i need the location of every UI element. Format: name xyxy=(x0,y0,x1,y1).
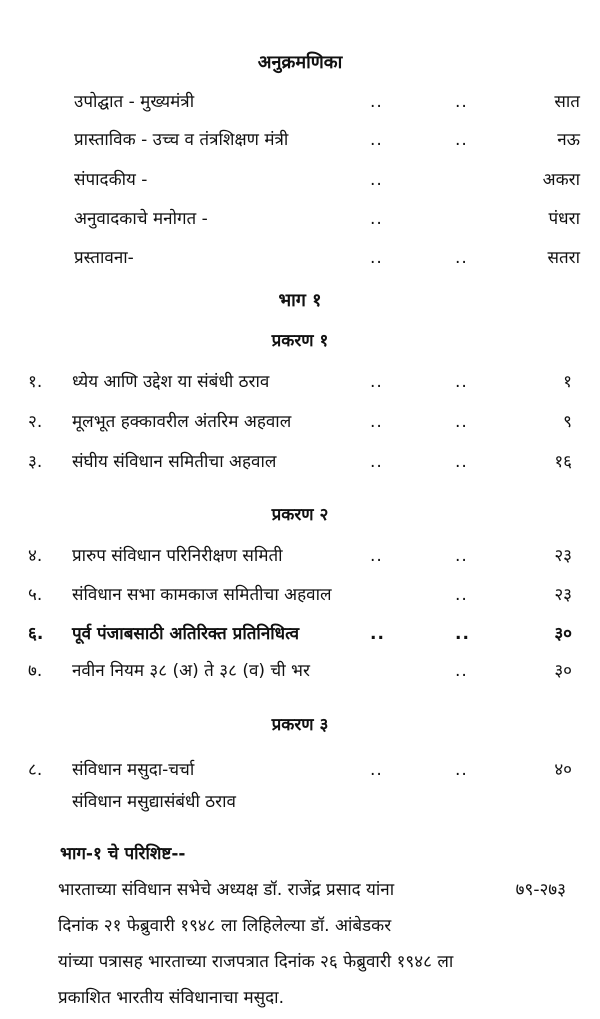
page-number: पंधरा xyxy=(548,209,580,229)
leader-dots: .. xyxy=(370,452,383,472)
toc-entry xyxy=(0,620,600,648)
appendix-line xyxy=(58,944,598,980)
toc-entry xyxy=(0,448,600,476)
leader-dots: .. xyxy=(455,585,468,605)
page-number: ३० xyxy=(554,624,572,644)
leader-dots: .. xyxy=(370,546,383,566)
toc-entry xyxy=(0,657,600,685)
entry-label: उपोद्घात - मुख्यमंत्री xyxy=(74,92,195,112)
appendix-line-text: प्रकाशित भारतीय संविधानाचा मसुदा. xyxy=(58,988,284,1008)
entry-number: ८. xyxy=(28,760,43,780)
chapter-heading: प्रकरण १ xyxy=(271,331,329,351)
page-number: १ xyxy=(563,372,572,392)
entry-label: अनुवादकाचे मनोगत - xyxy=(74,209,208,229)
toc-entry xyxy=(0,788,600,816)
leader-dots: .. xyxy=(370,92,383,112)
page-number: ९ xyxy=(563,412,572,432)
appendix-line-text: भारताच्या संविधान सभेचे अध्यक्ष डॉ. राजेंद्र प्रसाद यांना xyxy=(58,880,395,900)
appendix-line xyxy=(58,872,598,908)
page-number: ३० xyxy=(554,661,572,681)
page-number: नऊ xyxy=(557,130,580,150)
entry-label: मूलभूत हक्कावरील अंतरिम अहवाल xyxy=(72,412,292,432)
entry-number: ७. xyxy=(28,661,43,681)
leader-dots: .. xyxy=(370,130,383,150)
entry-label: नवीन नियम ३८ (अ) ते ३८ (व) ची भर xyxy=(72,661,310,681)
leader-dots: .. xyxy=(370,412,383,432)
leader-dots: .. xyxy=(455,130,468,150)
entry-label: प्रास्ताविक - उच्च व तंत्रशिक्षण मंत्री xyxy=(74,130,289,150)
toc-entry xyxy=(0,581,600,609)
entry-label: प्रारुप संविधान परिनिरीक्षण समिती xyxy=(72,546,283,566)
page-number: ४० xyxy=(554,760,572,780)
part-heading: भाग १ xyxy=(278,290,322,311)
appendix-line xyxy=(58,908,598,944)
leader-dots: .. xyxy=(455,372,468,392)
toc-intro-entry xyxy=(0,244,600,272)
appendix-line-text: यांच्या पत्रासह भारताच्या राजपत्रात दिनांक २६ फेब्रुवारी १९४८ ला xyxy=(58,952,454,972)
appendix-paragraph xyxy=(58,872,598,1016)
page-number: २३ xyxy=(554,585,572,605)
leader-dots: .. xyxy=(370,372,383,392)
leader-dots: .. xyxy=(370,170,383,190)
page-range: ७९-२७३ xyxy=(515,880,566,900)
leader-dots: .. xyxy=(455,624,470,644)
entry-number: ६. xyxy=(28,624,44,644)
entry-number: ५. xyxy=(28,585,43,605)
appendix-heading xyxy=(0,840,600,868)
toc-title: अनुक्रमणिका xyxy=(257,52,343,73)
entry-number: १. xyxy=(28,372,43,392)
leader-dots: .. xyxy=(455,452,468,472)
entry-label: संविधान सभा कामकाज समितीचा अहवाल xyxy=(72,585,332,605)
entry-label: पूर्व पंजाबसाठी अतिरिक्त प्रतिनिधित्व xyxy=(72,624,300,644)
page-number: सतरा xyxy=(547,248,580,268)
page-number: २३ xyxy=(554,546,572,566)
toc-intro-entry xyxy=(0,166,600,194)
chapter-heading: प्रकरण ३ xyxy=(271,715,329,735)
toc-entry xyxy=(0,408,600,436)
leader-dots: .. xyxy=(455,248,468,268)
toc-entry xyxy=(0,756,600,784)
page-number: सात xyxy=(554,92,580,112)
leader-dots: .. xyxy=(370,248,383,268)
toc-intro-entry xyxy=(0,126,600,154)
entry-label: संविधान मसुदा-चर्चा xyxy=(72,760,195,780)
appendix-heading-text: भाग-१ चे परिशिष्ट-- xyxy=(60,844,186,864)
entry-label: प्रस्तावना- xyxy=(74,248,134,268)
entry-number: २. xyxy=(28,412,43,432)
entry-label: संविधान मसुद्यासंबंधी ठराव xyxy=(72,792,236,812)
leader-dots: .. xyxy=(455,760,468,780)
appendix-line xyxy=(58,980,598,1016)
leader-dots: .. xyxy=(455,546,468,566)
toc-intro-entry xyxy=(0,88,600,116)
entry-number: ४. xyxy=(28,546,43,566)
leader-dots: .. xyxy=(455,92,468,112)
leader-dots: .. xyxy=(455,412,468,432)
leader-dots: .. xyxy=(455,661,468,681)
leader-dots: .. xyxy=(370,760,383,780)
entry-number: ३. xyxy=(28,452,43,472)
page-number: अकरा xyxy=(542,170,580,190)
entry-label: संघीय संविधान समितीचा अहवाल xyxy=(72,452,277,472)
page-number: १६ xyxy=(554,452,572,472)
entry-label: ध्येय आणि उद्देश या संबंधी ठराव xyxy=(72,372,270,392)
toc-intro-entry xyxy=(0,205,600,233)
leader-dots: .. xyxy=(370,624,385,644)
toc-entry xyxy=(0,542,600,570)
entry-label: संपादकीय - xyxy=(74,170,148,190)
toc-entry xyxy=(0,368,600,396)
leader-dots: .. xyxy=(370,209,383,229)
appendix-line-text: दिनांक २१ फेब्रुवारी १९४८ ला लिहिलेल्या डॉ. आंबेडकर xyxy=(58,916,392,936)
chapter-heading: प्रकरण २ xyxy=(271,505,329,525)
